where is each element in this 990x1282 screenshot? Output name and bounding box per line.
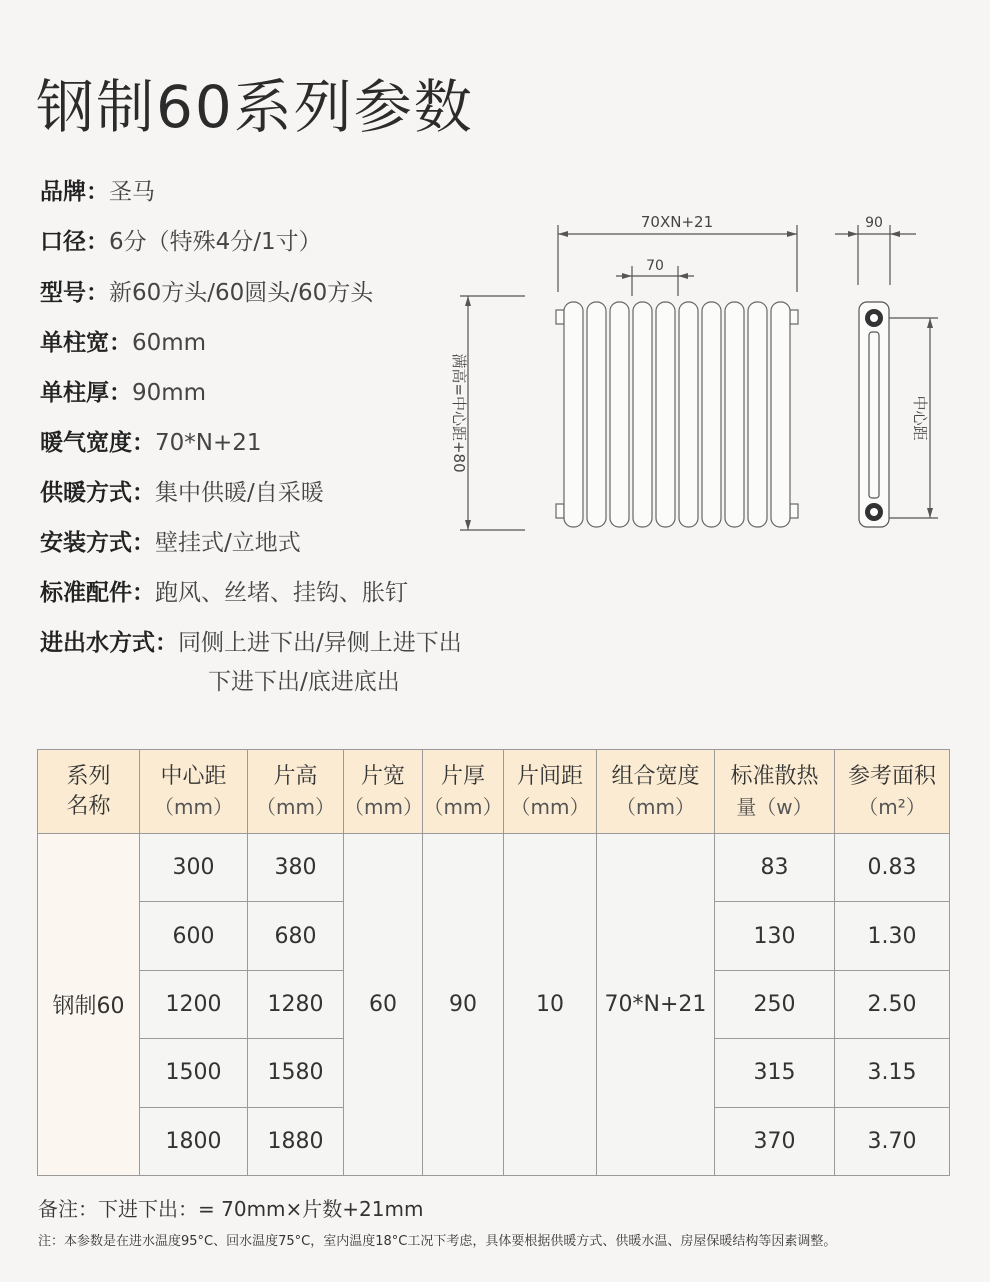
spec-heater-width xyxy=(40,423,262,463)
spec-label: 单柱厚： xyxy=(40,380,132,406)
piece-height-cell: 380 xyxy=(248,834,344,902)
total-width-label: 70XN+21 xyxy=(640,213,714,231)
piece-height-cell: 1280 xyxy=(248,970,344,1038)
spec-heating-mode xyxy=(40,473,324,513)
spec-value: 圣马 xyxy=(109,179,155,205)
header-reference-area: 参考面积 （m²） xyxy=(835,750,950,834)
center-distance-cell: 600 xyxy=(140,902,248,970)
center-distance-cell: 1800 xyxy=(140,1107,248,1175)
combined-width-cell: 70*N+21 xyxy=(597,834,715,1176)
spec-label: 安装方式： xyxy=(40,530,155,556)
parameter-table xyxy=(37,749,950,1176)
series-name-cell: 钢制60 xyxy=(38,834,140,1176)
spec-value: 90mm xyxy=(132,380,207,406)
center-distance-cell: 1200 xyxy=(140,970,248,1038)
spec-label: 标准配件： xyxy=(40,580,155,606)
table-row xyxy=(38,834,950,902)
pitch-label: 70 xyxy=(646,258,664,274)
spec-value: 集中供暖/自采暖 xyxy=(155,480,324,506)
spec-value: 新60方头/60圆头/60方头 xyxy=(109,280,374,306)
reference-area-cell: 2.50 xyxy=(835,970,950,1038)
spec-value: 壁挂式/立地式 xyxy=(155,530,301,556)
piece-height-cell: 680 xyxy=(248,902,344,970)
piece-width-cell: 60 xyxy=(344,834,423,1176)
spec-value: 70*N+21 xyxy=(155,430,262,456)
piece-gap-cell: 10 xyxy=(504,834,597,1176)
center-distance-cell: 1500 xyxy=(140,1039,248,1107)
heat-output-cell: 83 xyxy=(715,834,835,902)
spec-label: 型号： xyxy=(40,280,109,306)
spec-value: 跑风、丝堵、挂钩、胀钉 xyxy=(155,580,408,606)
spec-label: 品牌： xyxy=(40,179,109,205)
spec-water-inlet-continued: 下进下出/底进底出 xyxy=(208,669,400,695)
heat-output-cell: 370 xyxy=(715,1107,835,1175)
spec-brand xyxy=(40,172,155,212)
header-combined-width: 组合宽度 （mm） xyxy=(597,750,715,834)
center-distance-label: 中心距 xyxy=(911,395,929,441)
reference-area-cell: 0.83 xyxy=(835,834,950,902)
height-label: 满高=中心距+80 xyxy=(450,353,468,473)
remark-note: 备注：下进下出：= 70mm×片数+21mm xyxy=(38,1197,424,1221)
reference-area-cell: 3.70 xyxy=(835,1107,950,1175)
reference-area-cell: 3.15 xyxy=(835,1039,950,1107)
spec-value: 60mm xyxy=(132,330,207,356)
spec-value: 6分（特殊4分/1寸） xyxy=(109,229,322,255)
header-piece-thickness: 片厚 （mm） xyxy=(423,750,504,834)
header-series: 系列 名称 xyxy=(38,750,140,834)
reference-area-cell: 1.30 xyxy=(835,902,950,970)
spec-column-width xyxy=(40,323,206,363)
piece-height-cell: 1880 xyxy=(248,1107,344,1175)
heat-output-cell: 315 xyxy=(715,1039,835,1107)
center-distance-cell: 300 xyxy=(140,834,248,902)
spec-label: 供暖方式： xyxy=(40,480,155,506)
spec-accessories xyxy=(40,573,408,613)
piece-thickness-cell: 90 xyxy=(423,834,504,1176)
spec-value: 同侧上进下出/异侧上进下出 xyxy=(178,630,462,656)
page-title: 钢制60系列参数 xyxy=(36,73,474,141)
spec-label: 暖气宽度： xyxy=(40,430,155,456)
piece-height-cell: 1580 xyxy=(248,1039,344,1107)
heat-output-cell: 250 xyxy=(715,970,835,1038)
header-piece-width: 片宽 （mm） xyxy=(344,750,423,834)
thickness-label: 90 xyxy=(865,215,883,231)
spec-caliber xyxy=(40,222,322,262)
spec-label: 口径： xyxy=(40,229,109,255)
heat-output-cell: 130 xyxy=(715,902,835,970)
spec-label: 单柱宽： xyxy=(40,330,132,356)
spec-model xyxy=(40,273,373,313)
header-piece-height: 片高 （mm） xyxy=(248,750,344,834)
radiator-diagram xyxy=(440,200,960,540)
header-heat-output: 标准散热 量（w） xyxy=(715,750,835,834)
table-header-row xyxy=(38,750,950,834)
spec-column-thickness xyxy=(40,373,206,413)
condition-note: 注：本参数是在进水温度95°C、回水温度75°C，室内温度18°C工况下考虑，具体要根据供暖方式、供暖水温、房屋保暖结构等因素调整。 xyxy=(38,1234,837,1249)
spec-label: 进出水方式： xyxy=(40,630,178,656)
spec-water-inlet xyxy=(40,623,462,663)
header-piece-gap: 片间距 （mm） xyxy=(504,750,597,834)
spec-installation xyxy=(40,523,301,563)
header-center-distance: 中心距 （mm） xyxy=(140,750,248,834)
